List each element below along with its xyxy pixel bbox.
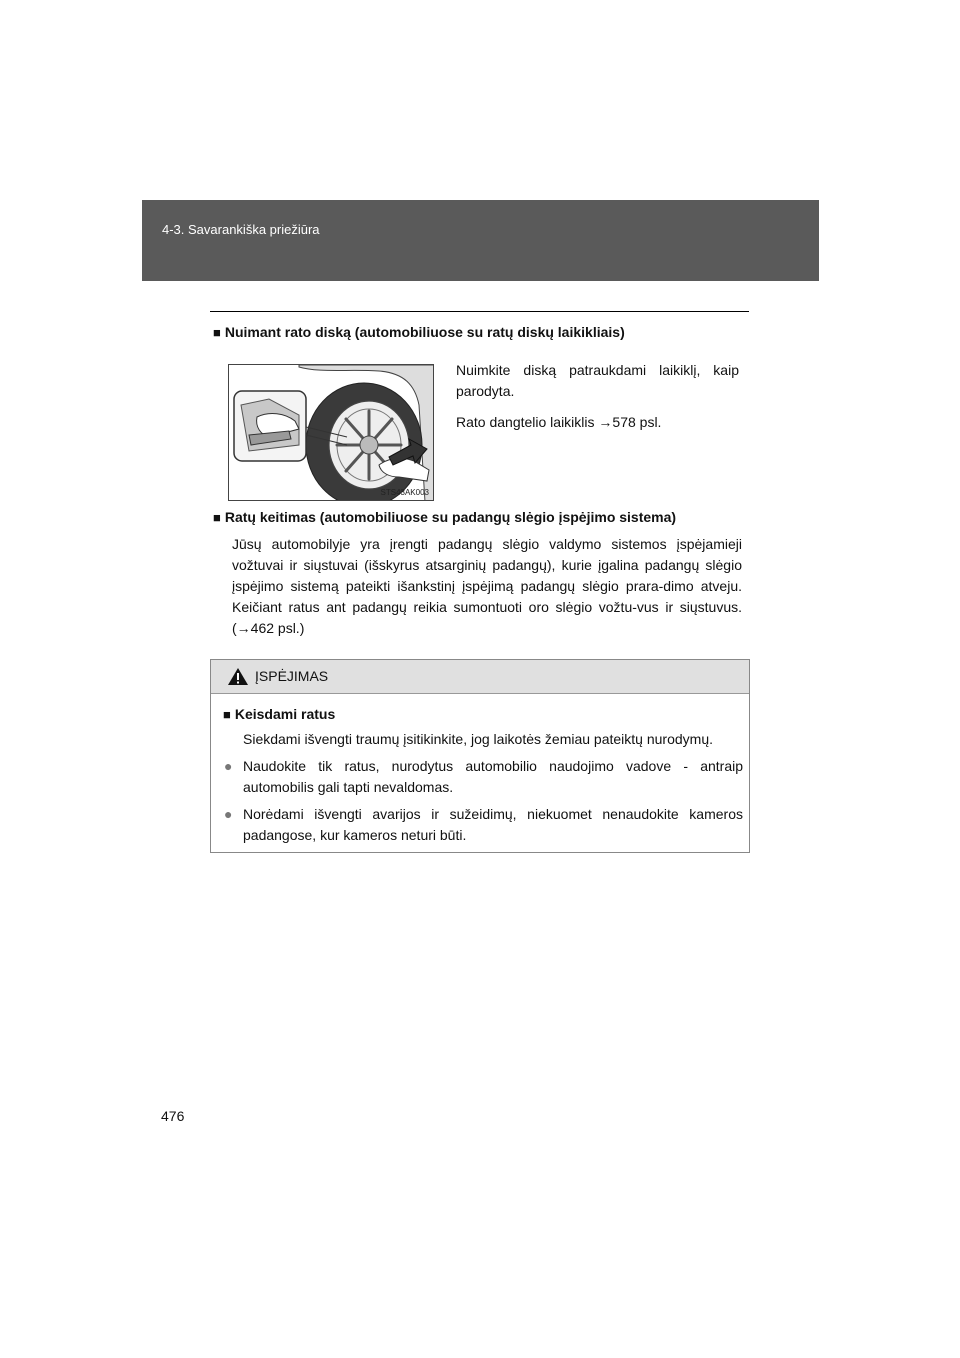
section1-heading-text: Nuimant rato diską (automobiliuose su ratų diskų laikikliais): [224, 324, 625, 340]
section2-heading: [213, 507, 676, 528]
section2-text: Jūsų automobilyje yra įrengti padangų slėgio valdymo sistemos įspėjamieji vožtuvai ir siųstuvai (išskyrus atsarginių padangų), kurie įgalina padangų slėgio įspėjimo sistemą pateikti išankstinį įspėjimą padangų slėgio prara-dimo atveju. Keičiant ratus ant padangų reikia sumontuoti oro slėgio vožtu-vus ir siųstuvus. (→462 psl.): [232, 536, 742, 636]
wheel-illustration-svg: [229, 365, 434, 501]
warning-item-text: Norėdami išvengti avarijos ir sužeidimų, niekuomet nenaudokite kameros padangose, kur kameros neturi būti.: [243, 806, 743, 843]
square-bullet: ■: [223, 707, 231, 722]
bullet-dot: ●: [224, 806, 233, 822]
warning-box: [210, 659, 750, 853]
warning-heading-text: Keisdami ratus: [234, 706, 336, 722]
warning-title: ĮSPĖJIMAS: [255, 668, 329, 684]
section-title: 4-3. Savarankiška priežiūra: [162, 222, 320, 237]
figure-code: STS43AK003: [380, 488, 429, 497]
warning-item: [223, 756, 743, 798]
bullet-dot: ●: [224, 758, 233, 774]
warning-item: [223, 804, 743, 846]
section2-heading-text: Ratų keitimas (automobiliuose su padangų slėgio įspėjimo sistema): [224, 509, 677, 525]
section2-body: [232, 534, 742, 639]
section1-text2: Rato dangtelio laikiklis →578 psl.: [456, 414, 662, 430]
section1-heading: [213, 322, 625, 343]
section1-text1: Nuimkite diską patraukdami laikiklį, kaip parodyta.: [456, 362, 739, 399]
warning-header: [211, 660, 749, 694]
page-number: 476: [161, 1108, 185, 1124]
warning-intro: Siekdami išvengti traumų įsitikinkite, jog laikotės žemiau pateiktų nurodymų.: [243, 731, 713, 747]
header-band: [142, 200, 819, 281]
warning-triangle-icon: [227, 667, 249, 686]
square-bullet: ■: [213, 510, 221, 525]
section1-instructions: [456, 360, 739, 433]
warning-body: [223, 704, 743, 846]
divider: [210, 311, 749, 312]
wheel-cap-removal-illustration: [228, 364, 434, 501]
warning-heading: [223, 704, 743, 725]
square-bullet: ■: [213, 325, 221, 340]
warning-item-text: Naudokite tik ratus, nurodytus automobilio naudojimo vadove - antraip automobilis gali tapti nevaldomas.: [243, 758, 743, 795]
